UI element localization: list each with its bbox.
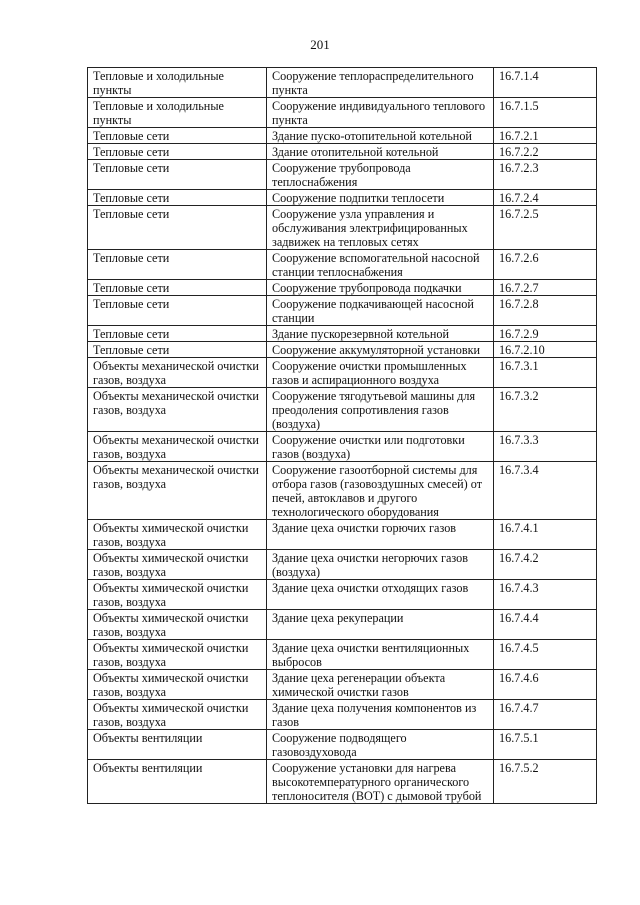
category-cell: Объекты механической очистки газов, воздуха <box>88 388 267 432</box>
registry-table <box>87 67 597 804</box>
code-cell: 16.7.2.7 <box>494 280 597 296</box>
object-cell: Сооружение трубопровода теплоснабжения <box>267 160 494 190</box>
category-cell: Тепловые сети <box>88 280 267 296</box>
object-cell: Сооружение очистки промышленных газов и аспирационного воздуха <box>267 358 494 388</box>
object-cell: Здание цеха очистки вентиляционных выбросов <box>267 640 494 670</box>
code-cell: 16.7.4.2 <box>494 550 597 580</box>
object-cell: Здание отопительной котельной <box>267 144 494 160</box>
code-cell: 16.7.2.8 <box>494 296 597 326</box>
category-cell: Тепловые сети <box>88 296 267 326</box>
table-row <box>88 462 597 520</box>
object-cell: Здание цеха регенерации объекта химической очистки газов <box>267 670 494 700</box>
object-cell: Сооружение вспомогательной насосной станции теплоснабжения <box>267 250 494 280</box>
code-cell: 16.7.3.4 <box>494 462 597 520</box>
code-cell: 16.7.5.1 <box>494 730 597 760</box>
code-cell: 16.7.2.5 <box>494 206 597 250</box>
object-cell: Сооружение теплораспределительного пункта <box>267 68 494 98</box>
category-cell: Объекты механической очистки газов, воздуха <box>88 358 267 388</box>
object-cell: Здание цеха получения компонентов из газов <box>267 700 494 730</box>
table-row <box>88 326 597 342</box>
table-row <box>88 550 597 580</box>
table-row <box>88 760 597 804</box>
table-row <box>88 610 597 640</box>
code-cell: 16.7.5.2 <box>494 760 597 804</box>
table-row <box>88 520 597 550</box>
category-cell: Тепловые сети <box>88 160 267 190</box>
table-row <box>88 250 597 280</box>
code-cell: 16.7.3.3 <box>494 432 597 462</box>
object-cell: Здание пускорезервной котельной <box>267 326 494 342</box>
code-cell: 16.7.2.6 <box>494 250 597 280</box>
category-cell: Объекты механической очистки газов, воздуха <box>88 432 267 462</box>
table-row <box>88 640 597 670</box>
table-row <box>88 580 597 610</box>
table-row <box>88 98 597 128</box>
category-cell: Объекты химической очистки газов, воздуха <box>88 670 267 700</box>
category-cell: Объекты вентиляции <box>88 760 267 804</box>
object-cell: Сооружение очистки или подготовки газов (воздуха) <box>267 432 494 462</box>
table-row <box>88 700 597 730</box>
code-cell: 16.7.4.7 <box>494 700 597 730</box>
category-cell: Тепловые сети <box>88 206 267 250</box>
category-cell: Тепловые сети <box>88 326 267 342</box>
table-row <box>88 388 597 432</box>
table-row <box>88 342 597 358</box>
object-cell: Сооружение подводящего газовоздуховода <box>267 730 494 760</box>
category-cell: Тепловые и холодильные пункты <box>88 98 267 128</box>
object-cell: Сооружение индивидуального теплового пункта <box>267 98 494 128</box>
category-cell: Объекты механической очистки газов, воздуха <box>88 462 267 520</box>
object-cell: Сооружение аккумуляторной установки <box>267 342 494 358</box>
table-row <box>88 206 597 250</box>
code-cell: 16.7.3.2 <box>494 388 597 432</box>
table-row <box>88 358 597 388</box>
table-row <box>88 296 597 326</box>
table-row <box>88 670 597 700</box>
category-cell: Тепловые сети <box>88 342 267 358</box>
category-cell: Тепловые и холодильные пункты <box>88 68 267 98</box>
code-cell: 16.7.2.10 <box>494 342 597 358</box>
object-cell: Сооружение установки для нагрева высокотемпературного органического теплоносителя (ВОТ) с дымовой трубой <box>267 760 494 804</box>
object-cell: Сооружение трубопровода подкачки <box>267 280 494 296</box>
category-cell: Объекты химической очистки газов, воздуха <box>88 700 267 730</box>
category-cell: Объекты химической очистки газов, воздуха <box>88 640 267 670</box>
object-cell: Сооружение газоотборной системы для отбора газов (газовоздушных смесей) от печей, автоклавов и другого технологического оборудования <box>267 462 494 520</box>
object-cell: Здание цеха очистки отходящих газов <box>267 580 494 610</box>
object-cell: Здание цеха очистки негорючих газов (воздуха) <box>267 550 494 580</box>
table-row <box>88 144 597 160</box>
category-cell: Объекты химической очистки газов, воздуха <box>88 610 267 640</box>
object-cell: Сооружение узла управления и обслуживания электрифицированных задвижек на тепловых сетях <box>267 206 494 250</box>
code-cell: 16.7.4.6 <box>494 670 597 700</box>
category-cell: Тепловые сети <box>88 190 267 206</box>
code-cell: 16.7.4.5 <box>494 640 597 670</box>
table-row <box>88 280 597 296</box>
category-cell: Объекты химической очистки газов, воздуха <box>88 520 267 550</box>
object-cell: Сооружение подкачивающей насосной станции <box>267 296 494 326</box>
code-cell: 16.7.4.1 <box>494 520 597 550</box>
code-cell: 16.7.2.3 <box>494 160 597 190</box>
code-cell: 16.7.2.9 <box>494 326 597 342</box>
category-cell: Объекты химической очистки газов, воздуха <box>88 550 267 580</box>
code-cell: 16.7.2.1 <box>494 128 597 144</box>
table-row <box>88 730 597 760</box>
category-cell: Тепловые сети <box>88 128 267 144</box>
object-cell: Здание цеха очистки горючих газов <box>267 520 494 550</box>
object-cell: Здание цеха рекуперации <box>267 610 494 640</box>
table-row <box>88 160 597 190</box>
object-cell: Сооружение тягодутьевой машины для преодоления сопротивления газов (воздуха) <box>267 388 494 432</box>
code-cell: 16.7.2.4 <box>494 190 597 206</box>
code-cell: 16.7.1.4 <box>494 68 597 98</box>
table-row <box>88 432 597 462</box>
table-row <box>88 128 597 144</box>
code-cell: 16.7.2.2 <box>494 144 597 160</box>
code-cell: 16.7.4.4 <box>494 610 597 640</box>
object-cell: Сооружение подпитки теплосети <box>267 190 494 206</box>
category-cell: Тепловые сети <box>88 250 267 280</box>
object-cell: Здание пуско-отопительной котельной <box>267 128 494 144</box>
code-cell: 16.7.1.5 <box>494 98 597 128</box>
category-cell: Объекты вентиляции <box>88 730 267 760</box>
category-cell: Объекты химической очистки газов, воздуха <box>88 580 267 610</box>
table-row <box>88 68 597 98</box>
table-row <box>88 190 597 206</box>
code-cell: 16.7.4.3 <box>494 580 597 610</box>
code-cell: 16.7.3.1 <box>494 358 597 388</box>
category-cell: Тепловые сети <box>88 144 267 160</box>
page-number: 201 <box>310 37 330 52</box>
